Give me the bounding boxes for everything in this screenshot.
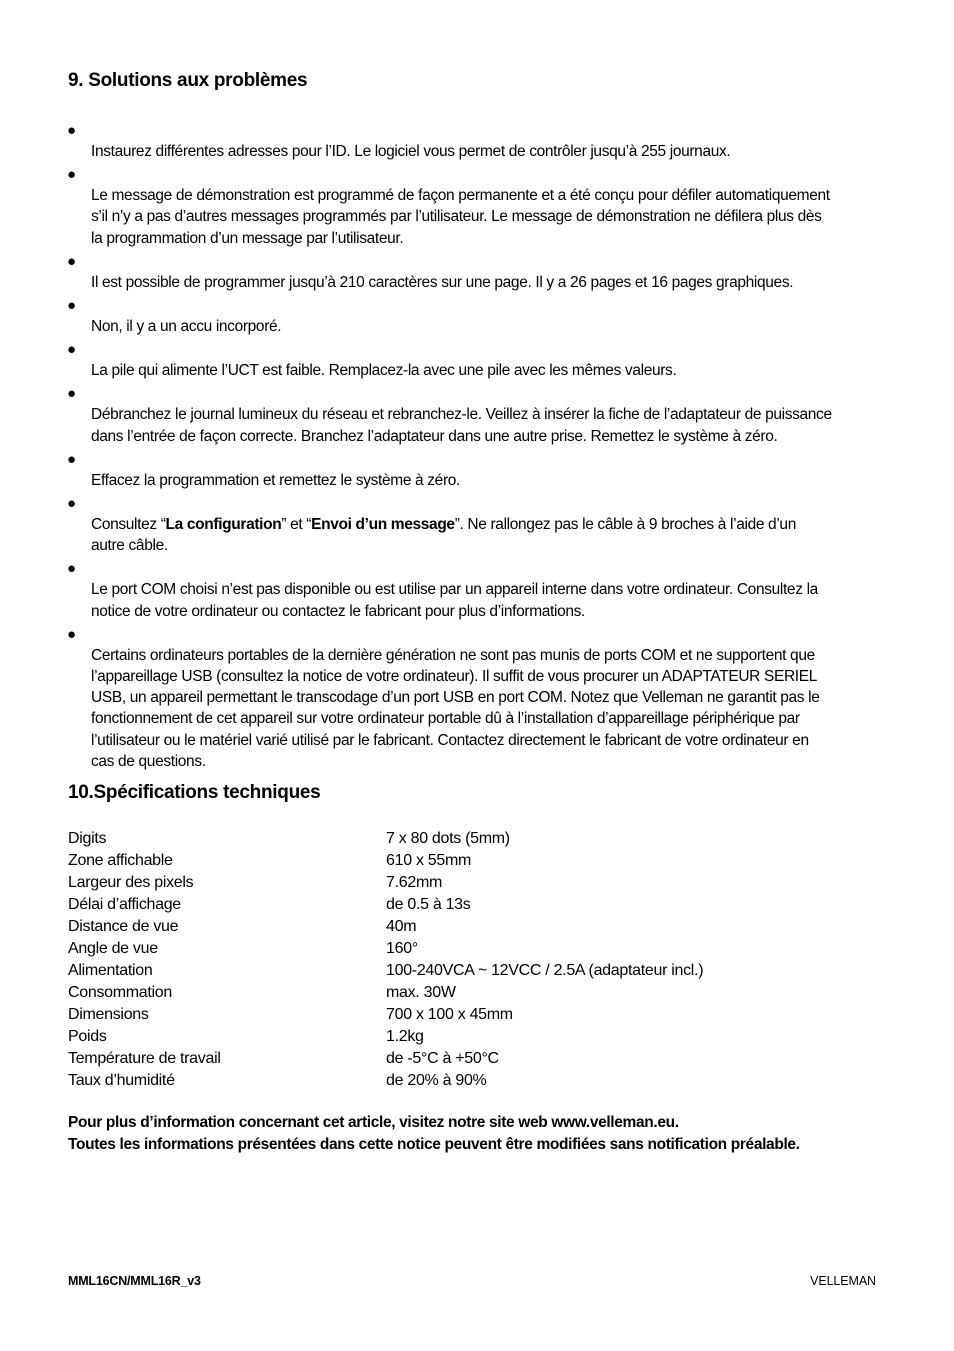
bullet-icon: ● <box>67 495 77 513</box>
spec-value: 700 x 100 x 45mm <box>386 1006 513 1023</box>
spec-row <box>68 828 888 850</box>
bullet-icon: ● <box>67 166 77 184</box>
list-item <box>68 383 888 446</box>
bullet-icon: ● <box>67 252 77 270</box>
list-item-text: Effacez la programmation et remettez le système à zéro. <box>91 471 460 489</box>
spec-label: Alimentation <box>68 962 153 979</box>
bullet-icon: ● <box>67 122 77 139</box>
info-note-disclaimer: Toutes les informations présentées dans cette notice peuvent être modifiées sans notification préalable. <box>68 1136 800 1153</box>
list-item-text: Débranchez le journal lumineux du réseau et rebranchez-le. Veillez à insérer la fiche de l’adaptateur de puissance dans l’entrée de façon correcte. Branchez l’adaptateur dans une autre prise. Remettez le système à zéro. <box>91 406 832 445</box>
spec-row <box>68 872 888 894</box>
text-mid: ” et “ <box>281 516 312 534</box>
spec-row <box>68 1004 888 1026</box>
footer-model-code: MML16CN/MML16R_v3 <box>68 1274 201 1288</box>
text-prefix: Consultez “ <box>91 516 166 534</box>
spec-row <box>68 960 888 982</box>
ref-send-message: Envoi d’un message <box>311 516 455 534</box>
spec-label: Zone affichable <box>68 852 173 869</box>
ref-configuration: La configuration <box>165 516 282 534</box>
bullet-icon: ● <box>67 450 77 468</box>
spec-row <box>68 850 888 872</box>
spec-label: Consommation <box>68 984 173 1001</box>
spec-row <box>68 916 888 938</box>
spec-value: de -5°C à +50°C <box>386 1050 499 1067</box>
list-item-text: Il est possible de programmer jusqu’à 210 caractères sur une page. Il y a 26 pages et 16 pages graphiques. <box>91 273 794 291</box>
spec-row <box>68 982 888 1004</box>
spec-label: Largeur des pixels <box>68 874 194 891</box>
section-10-heading: 10.Spécifications techniques <box>68 782 321 803</box>
spec-value: 7.62mm <box>386 874 442 891</box>
footer-brand: VELLEMAN <box>810 1274 876 1288</box>
list-item <box>68 449 888 491</box>
list-item <box>68 120 888 162</box>
list-item <box>68 251 888 293</box>
spec-row <box>68 938 888 960</box>
spec-value: de 0.5 à 13s <box>386 896 471 913</box>
list-item-text: Le port COM choisi n’est pas disponible ou est utilise par un appareil interne dans votre ordinateur. Consultez la notice de votre ordinateur ou contactez le fabricant pour plus d’informations. <box>91 581 818 620</box>
spec-value: de 20% à 90% <box>386 1072 487 1089</box>
spec-value: max. 30W <box>386 984 456 1001</box>
list-item-text: Certains ordinateurs portables de la dernière génération ne sont pas munis de ports COM et ne supportent que l’appareillage USB (consultez la notice de votre ordinateur). Il suffit de vous procurer un ADAPTATEUR SERIEL USB, un appareil permettant le transcodage d’un port USB en port COM. Notez que Velleman ne garantit pas le fonctionnement de cet appareil sur votre ordinateur portable dû à l’installation d’appareillage périphérique par l’utilisateur ou le matériel varié utilisé par le fabricant. Contactez directement le fabricant de votre ordinateur en cas de questions. <box>91 646 820 770</box>
spec-value: 1.2kg <box>386 1028 424 1045</box>
troubleshooting-list <box>68 120 888 772</box>
spec-label: Angle de vue <box>68 940 158 957</box>
list-item-text: Le message de démonstration est programmé de façon permanente et a été conçu pour défiler automatiquement s’il n’y a pas d’autres messages programmés par l’utilisateur. Le message de démonstration ne défilera plus dès la programmation d’un message par l’utilisateur. <box>91 187 830 247</box>
spec-label: Distance de vue <box>68 918 179 935</box>
list-item-text: La pile qui alimente l’UCT est faible. Remplacez-la avec une pile avec les mêmes valeurs. <box>91 362 677 380</box>
spec-label: Température de travail <box>68 1050 221 1067</box>
bullet-icon: ● <box>67 625 77 643</box>
bullet-icon: ● <box>67 341 77 359</box>
spec-row <box>68 1070 888 1092</box>
list-item <box>68 164 888 249</box>
list-item <box>68 558 888 621</box>
list-item-text: Non, il y a un accu incorporé. <box>91 318 282 336</box>
spec-label: Taux d’humidité <box>68 1072 175 1089</box>
section-9-heading: 9. Solutions aux problèmes <box>68 70 308 91</box>
specifications-table <box>68 828 888 1092</box>
spec-row <box>68 1026 888 1048</box>
bullet-icon: ● <box>67 560 77 578</box>
list-item <box>68 624 888 772</box>
spec-value: 7 x 80 dots (5mm) <box>386 830 510 847</box>
info-notes <box>68 1112 928 1156</box>
spec-label: Délai d’affichage <box>68 896 181 913</box>
spec-label: Dimensions <box>68 1006 149 1023</box>
spec-label: Poids <box>68 1028 107 1045</box>
spec-value: 160° <box>386 940 418 957</box>
spec-row <box>68 894 888 916</box>
info-note-website: Pour plus d’information concernant cet article, visitez notre site web www.velleman.eu. <box>68 1114 679 1131</box>
spec-row <box>68 1048 888 1070</box>
spec-label: Digits <box>68 830 107 847</box>
text-suffix: ”. Ne rallongez pas le câble à 9 broches à l’aide d’un autre câble. <box>91 516 796 555</box>
list-item <box>68 493 888 556</box>
bullet-icon: ● <box>67 385 77 403</box>
bullet-icon: ● <box>67 297 77 315</box>
list-item <box>68 295 888 337</box>
spec-value: 100-240VCA ~ 12VCC / 2.5A (adaptateur incl.) <box>386 962 704 979</box>
list-item <box>68 339 888 381</box>
spec-value: 40m <box>386 918 417 935</box>
list-item-text: Instaurez différentes adresses pour l’ID. Le logiciel vous permet de contrôler jusqu’à 255 journaux. <box>91 143 731 160</box>
list-item-text <box>91 514 888 556</box>
spec-value: 610 x 55mm <box>386 852 472 869</box>
